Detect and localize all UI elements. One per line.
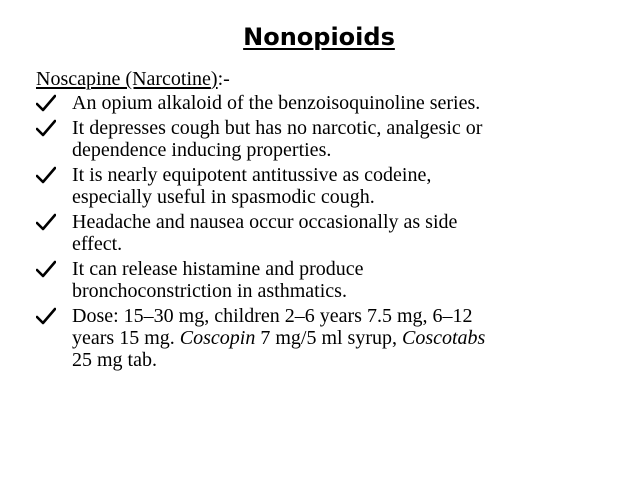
list-item	[36, 117, 616, 161]
bullet-line: bronchoconstriction in asthmatics.	[72, 280, 347, 302]
brand-name-coscopin: Coscopin	[179, 327, 256, 349]
drug-heading	[36, 68, 616, 90]
list-item	[36, 258, 616, 302]
checkmark-icon	[36, 119, 56, 137]
checkmark-icon	[36, 307, 56, 325]
checkmark-icon	[36, 166, 56, 184]
bullet-line: effect.	[72, 233, 123, 255]
drug-heading-suffix: :-	[217, 68, 230, 90]
bullet-line	[72, 327, 616, 349]
bullet-line: It depresses cough but has no narcotic, analgesic or	[72, 117, 483, 139]
bullet-line: 25 mg tab.	[72, 349, 157, 371]
slide-body	[36, 68, 616, 374]
dose-text: years 15 mg.	[72, 327, 180, 349]
page-title: Nonopioids	[243, 23, 395, 51]
bullet-line: An opium alkaloid of the benzoisoquinoline series.	[72, 92, 481, 114]
drug-name-close-paren: )	[210, 68, 218, 90]
list-item	[36, 92, 616, 114]
drug-name: Noscapine (Narcotine	[36, 68, 211, 90]
bullet-line: It is nearly equipotent antitussive as codeine,	[72, 164, 432, 186]
bullet-line: Headache and nausea occur occasionally as side	[72, 211, 458, 233]
bullet-line: It can release histamine and produce	[72, 258, 364, 280]
bullet-line: Dose: 15–30 mg, children 2–6 years 7.5 mg, 6–12	[72, 305, 473, 327]
list-item	[36, 211, 616, 255]
checkmark-icon	[36, 213, 56, 231]
brand-name-coscotabs: Coscotabs	[402, 327, 486, 349]
bullet-line: dependence inducing properties.	[72, 139, 332, 161]
dose-text: 7 mg/5 ml syrup,	[255, 327, 402, 349]
bullet-line: especially useful in spasmodic cough.	[72, 186, 375, 208]
checkmark-icon	[36, 94, 56, 112]
checkmark-icon	[36, 260, 56, 278]
list-item	[36, 164, 616, 208]
list-item	[36, 305, 616, 371]
bullet-list	[36, 92, 616, 371]
